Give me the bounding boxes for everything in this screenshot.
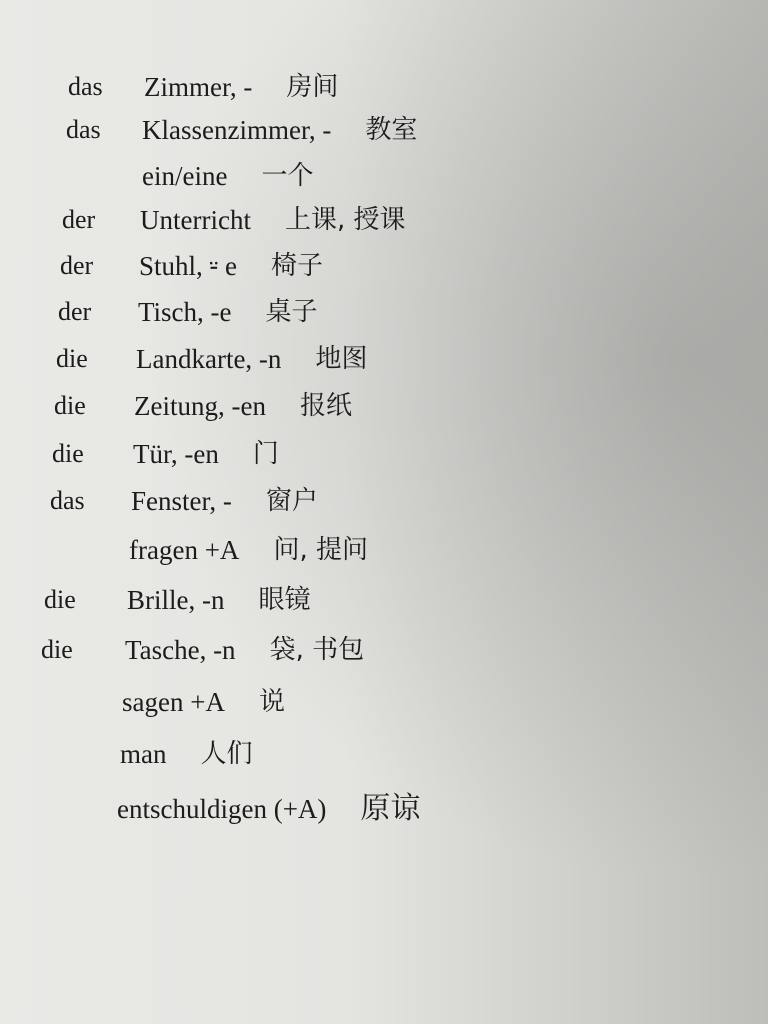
vocab-entry [125, 630, 364, 670]
vocab-entry [136, 339, 367, 379]
vocab-entry [144, 67, 338, 107]
vocab-article: die [44, 585, 76, 614]
vocab-entry [138, 292, 318, 332]
vocab-entry [129, 530, 368, 570]
vocab-translation: 教室 [365, 115, 418, 145]
vocab-article: die [52, 439, 84, 468]
vocab-entry [122, 682, 285, 722]
vocab-term: fragen +A [129, 535, 240, 565]
vocab-translation: 窗户 [265, 486, 318, 516]
vocab-term: Zimmer, - [144, 72, 253, 102]
vocab-article: der [58, 297, 92, 326]
vocab-translation: 袋, 书包 [269, 635, 365, 665]
vocab-entry [131, 481, 318, 521]
vocab-term: Fenster, - [131, 486, 232, 516]
vocab-term: Stuhl, ⸚ e [139, 251, 237, 281]
vocab-article: das [66, 115, 101, 144]
vocab-term: Tür, -en [133, 439, 219, 469]
vocab-entry [139, 246, 323, 286]
vocab-entry [140, 200, 405, 240]
vocab-translation: 原谅 [360, 791, 421, 826]
vocab-term: ein/eine [142, 161, 228, 191]
vocab-term: Brille, -n [127, 585, 225, 615]
vocab-translation: 人们 [200, 739, 253, 769]
vocab-translation: 房间 [286, 72, 339, 102]
vocab-article: der [62, 205, 96, 234]
vocab-translation: 桌子 [265, 297, 318, 327]
vocab-article: das [50, 486, 85, 515]
vocab-term: Tisch, -e [138, 297, 232, 327]
vocab-entry [134, 386, 352, 426]
vocab-term: entschuldigen (+A) [117, 794, 327, 824]
vocab-term: Unterricht [140, 205, 251, 235]
vocab-translation: 上课, 授课 [284, 205, 406, 235]
vocab-term: Zeitung, -en [134, 391, 266, 421]
vocab-translation: 问, 提问 [273, 535, 368, 565]
vocab-entry [133, 434, 279, 474]
vocab-entry [127, 580, 311, 620]
vocab-article: die [56, 344, 88, 373]
vocab-translation: 眼镜 [258, 585, 311, 615]
vocab-term: man [120, 739, 167, 769]
vocab-translation: 报纸 [299, 391, 352, 421]
vocab-article: der [60, 251, 94, 280]
vocab-term: Tasche, -n [125, 635, 236, 665]
vocab-article: die [41, 635, 73, 664]
vocab-entry [120, 734, 253, 774]
vocab-term: Klassenzimmer, - [142, 115, 332, 145]
vocab-entry [142, 110, 417, 150]
vocab-translation: 地图 [315, 344, 368, 374]
vocab-translation: 一个 [261, 161, 314, 191]
vocab-article: das [68, 72, 103, 101]
vocab-term: sagen +A [122, 687, 225, 717]
vocab-term: Landkarte, -n [136, 344, 282, 374]
vocab-translation: 说 [258, 687, 285, 717]
vocab-entry [117, 789, 420, 829]
vocab-article: die [54, 391, 86, 420]
vocab-translation: 椅子 [270, 251, 323, 281]
vocab-translation: 门 [252, 439, 279, 469]
vocab-entry [142, 156, 313, 196]
